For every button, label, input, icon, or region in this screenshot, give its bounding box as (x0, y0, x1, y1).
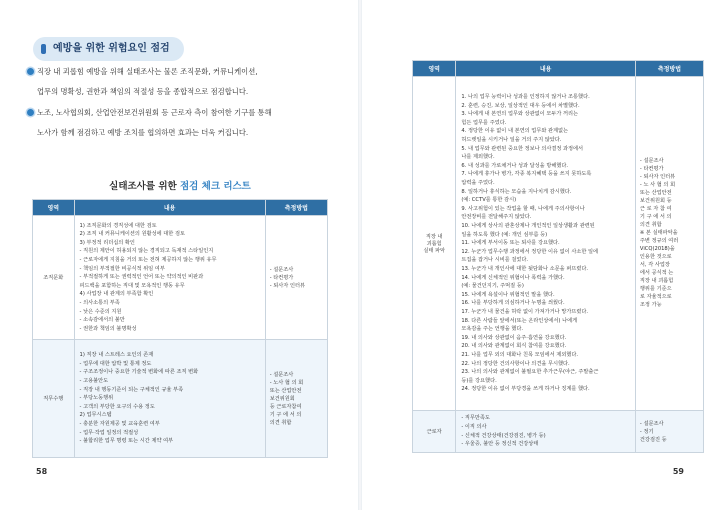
list-item: 6. 내 성과를 가로채거나 성과 달성을 방해했다. (461, 162, 569, 169)
list-item: 16. 나를 부당하게 의심하거나 누명을 씌웠다. (461, 300, 565, 307)
list-item: - 직원의 제안이 허용되지 않는 경직되고 독재적 스타일인지 (79, 248, 214, 255)
method-item: 의견 취합 (639, 222, 662, 228)
list-item: - 고용불안도 (79, 378, 109, 385)
method-item: 건강검진 등 (639, 436, 667, 443)
row-area: 조직문화 (33, 216, 75, 340)
row-area (413, 77, 456, 411)
list-item: 일을 하도록 했다 (예: 개인 심부름 등) (461, 231, 548, 238)
list-item: 2. 훈련, 승진, 보상, 일상적인 대우 등에서 차별했다. (461, 102, 580, 109)
header-content: 내용 (456, 61, 636, 77)
list-item: - 부당노동행위 (79, 395, 114, 402)
header-method: 측정방법 (265, 200, 327, 216)
list-item: 등)를 강요했다. (461, 377, 497, 384)
method-item: - 설문조사 (269, 371, 294, 378)
checklist-table (32, 199, 328, 458)
bullet-icon (27, 68, 34, 75)
list-item: - 낮은 수준의 지원 (79, 308, 122, 315)
paragraph-line: 직장 내 괴롭힘 예방을 위해 실태조사는 물론 조직문화, 커뮤니케이션, (37, 67, 258, 76)
list-item: 3) 부정적 리더십의 확인 (79, 239, 135, 246)
list-item: - 업무에 대한 압박 및 통제 정도 (79, 360, 152, 367)
row-content (74, 340, 265, 458)
list-item: 4. 정당한 이유 없이 내 본연의 업무와 관계없는 (461, 128, 569, 135)
list-item: 허드렛일을 시키거나 일을 거의 주지 않았다. (461, 137, 562, 144)
list-item: - 고객의 부당한 요구의 수용 정도 (79, 403, 155, 410)
header-area: 영역 (33, 200, 75, 216)
table-row (413, 411, 704, 453)
method-item: 보건위원회 등 (639, 198, 672, 204)
list-item: 8. 일하거나 휴식하는 모습을 지나치게 감시했다. (461, 188, 572, 195)
list-item: 5. 내 업무와 관련된 중요한 정보나 의사결정 과정에서 (461, 145, 584, 152)
list-item: - 불합리한 업무 명령 또는 시간 제약 여부 (79, 438, 174, 445)
page-number: 59 (672, 467, 684, 476)
row-area: 직무수행 (33, 340, 75, 458)
area-line: 괴롭힘 (426, 241, 442, 247)
method-item: - 타컨평가 (639, 166, 664, 172)
table-row (33, 340, 328, 458)
list-item: 나를 제외했다. (461, 154, 495, 161)
method-item: 기 구 에 서 의 (639, 214, 672, 220)
list-item: 23. 나의 의사와 관계없이 불필요한 추가근무(야근, 주말출근 (461, 369, 599, 376)
method-item: - 설문조사 (269, 266, 294, 273)
list-item: - 책임의 부적절한 비공식적 위임 여부 (79, 265, 165, 272)
table-row (413, 77, 704, 411)
list-item: 24. 정당한 이유 없이 부당경을 쓰게 하거나 징계를 했다. (461, 386, 590, 393)
method-item: 주변 정규의 여러 (639, 238, 679, 244)
list-item: - 권한과 책임의 불명확성 (79, 325, 137, 332)
list-item: 피드백을 포함하는 직대 및 모욕적인 행동 유무 (79, 282, 185, 289)
list-item: 12. 누군가 업무수행 과정에서 정당한 이유 없이 사소한 일에 (461, 248, 599, 255)
method-item: 인용한 것으로 (639, 254, 672, 260)
page-number: 58 (36, 467, 48, 476)
list-item: 4) 사업장 내 관계의 부족함 확인 (79, 291, 154, 298)
paragraph-line: 노조, 노사협의회, 산업안전보건위원회 등 근로자 측이 참여한 기구를 통해 (37, 108, 272, 117)
row-content (74, 216, 265, 340)
list-item: 19. 내 의사와 상관없이 음주·흡연을 강요했다. (461, 334, 567, 341)
method-item: - 퇴사자 인터뷰 (639, 174, 676, 180)
list-item: - 직무만족도 (461, 415, 490, 422)
list-item: 14. 나에게 신체적인 위협이나 폭력을 가했다. (461, 274, 565, 281)
checklist-title-highlight: 점검 체크 리스트 (180, 181, 251, 192)
method-item: 조정 가능 (639, 302, 662, 308)
list-item: (예: CCTV를 통한 감시) (461, 197, 517, 204)
list-item: 18. 다른 사람들 앞에서(또는 온라인상에서) 나에게 (461, 317, 578, 324)
method-item: 로 자율적으로 (639, 294, 672, 300)
header-method: 측정방법 (635, 61, 703, 77)
list-item: - 충분한 자원제공 및 교육훈련 여부 (79, 420, 160, 427)
list-item: 트집을 잡거나 시비를 걸었다. (461, 257, 529, 264)
list-item: 압력을 주었다. (461, 180, 495, 187)
list-item: - 근로자에게 지침을 거의 또는 전혀 제공하지 않는 행위 유무 (79, 257, 217, 264)
table-row (33, 216, 328, 340)
method-item: 기 구 에 서 의 (269, 411, 302, 418)
list-item: 17. 누군가 내 물건을 허락 없이 가져가거나 망가뜨렸다. (461, 308, 589, 315)
method-item: ※ 본 실태파악을 (639, 230, 678, 236)
list-item: - 직장 내 행동기준이 되는 구체적인 규율 부족 (79, 386, 184, 393)
list-item: 2) 조직 내 커뮤니케이션의 원활성에 대한 검토 (79, 231, 185, 238)
list-item: 2) 업무시스템 (79, 412, 112, 419)
list-item: 20. 내 의사와 관계없이 회식 참여를 강요했다. (461, 343, 567, 350)
method-item: - 노사 협 의 회 (269, 379, 304, 386)
list-item: 15. 나에게 욕설이나 위협적인 말을 했다. (461, 291, 555, 298)
list-item: - 소속감에서의 불만 (79, 317, 125, 324)
method-item: 등 근로자참여 (269, 403, 302, 410)
method-item: 또는 산업안전 (639, 190, 672, 196)
method-item: 의견 취합 (269, 419, 292, 426)
list-item: - 우울증, 불안 등 정신적 건강상태 (461, 441, 539, 448)
paragraph-line: 노사가 함께 점검하고 예방 조치를 협의하면 효과는 더욱 커집니다. (37, 128, 249, 137)
list-item: 22. 나의 정당한 건의사항이나 의견을 무시했다. (461, 360, 570, 367)
paragraph-line: 업무의 명확성, 권한과 책임의 적절성 등을 종합적으로 점검합니다. (37, 87, 249, 96)
row-method (635, 411, 703, 453)
right-page (360, 0, 720, 510)
method-item: - 정기 (639, 428, 654, 435)
method-item: - 노 사 협 의 회 (639, 182, 676, 188)
list-item: 10. 나에게 상사의 관혼상제나 개인적인 일상생활과 관련된 (461, 223, 595, 230)
method-item: 근 로 자 참 여 (639, 206, 672, 212)
method-item: - 설문조사 (639, 158, 664, 164)
row-area: 근로자 (413, 411, 456, 453)
method-item: 행위를 기준으 (639, 286, 672, 292)
method-item: 보건위원회 (269, 395, 295, 402)
paragraph-2 (37, 103, 329, 143)
row-method (265, 340, 327, 458)
list-item: 모욕감을 주는 언행을 했다. (461, 326, 524, 333)
checklist-title-pre: 실태조사를 위한 (109, 181, 177, 192)
list-item: 힘든 업무를 주었다. (461, 119, 507, 126)
method-item: 서, 각 사업장 (639, 262, 670, 268)
checklist-title (0, 178, 360, 192)
row-content (456, 411, 636, 453)
list-item: (예: 물건던지기, 주먹질 등) (461, 283, 524, 290)
method-item: ViCQ(2018)을 (639, 246, 675, 252)
list-item: - 이직 의사 (461, 423, 487, 430)
row-method (265, 216, 327, 340)
area-line: 직장 내 (425, 234, 443, 240)
method-item: 직장 내 괴롭힘 (639, 278, 674, 284)
list-item: - 부적절하게 또는 권력적인 언어 또는 약의적인 비판과 (79, 274, 204, 281)
method-item: 또는 산업안전 (269, 387, 302, 394)
method-item: - 설문조사 (639, 420, 664, 427)
list-item: 1) 직장 내 스트레스 요인의 존재 (79, 352, 154, 359)
header-content: 내용 (74, 200, 265, 216)
list-item: 11. 나에게 부서이동 또는 퇴사를 강요했다. (461, 240, 560, 247)
list-item: 1) 조직문화의 경직성에 대한 검토 (79, 222, 157, 229)
list-item: 9. 사고위험이 있는 작업을 할 때, 나에게 주의사항이나 (461, 205, 585, 212)
list-item: - 신체적 건강상태(건강검진, 병가 등) (461, 432, 546, 439)
row-content (456, 77, 636, 411)
list-item: - 구조조정이나 중요한 기술적 변화에 따른 조직 변화 (79, 369, 199, 376)
bullet-icon (27, 109, 34, 116)
list-item: - 의사소통의 부족 (79, 299, 120, 306)
section-title: 예방을 위한 위험요인 점검 (33, 37, 184, 61)
list-item: 안전장비를 전달해주지 않았다. (461, 214, 532, 221)
header-area: 영역 (413, 61, 456, 77)
list-item: 3. 나에게 내 본연의 업무와 상관없이 모두가 꺼리는 (461, 111, 579, 118)
checklist-table-continued (412, 60, 704, 453)
list-item: - 업무·작업 일정의 적절성 (79, 429, 139, 436)
method-item: - 퇴사자 인터뷰 (269, 282, 305, 289)
area-line: 실태 파악 (423, 248, 446, 254)
method-item: - 타컨평가 (269, 274, 294, 281)
list-item: 7. 나에게 휴가나 병가, 각종 복지혜택 등을 쓰지 못하도록 (461, 171, 592, 178)
list-item: 1. 나의 업무 능력이나 성과를 인정하지 않거나 조롱했다. (461, 94, 590, 101)
paragraph-1 (37, 62, 329, 102)
method-item: 에서 공식적 는 (639, 270, 674, 276)
list-item: 21. 나를 업무 외의 대화나 친목 모임에서 제외했다. (461, 351, 578, 358)
row-method (635, 77, 703, 411)
list-item: 13. 누군가 내 개인사에 대한 뒷담화나 소문을 퍼뜨렸다. (461, 265, 589, 272)
